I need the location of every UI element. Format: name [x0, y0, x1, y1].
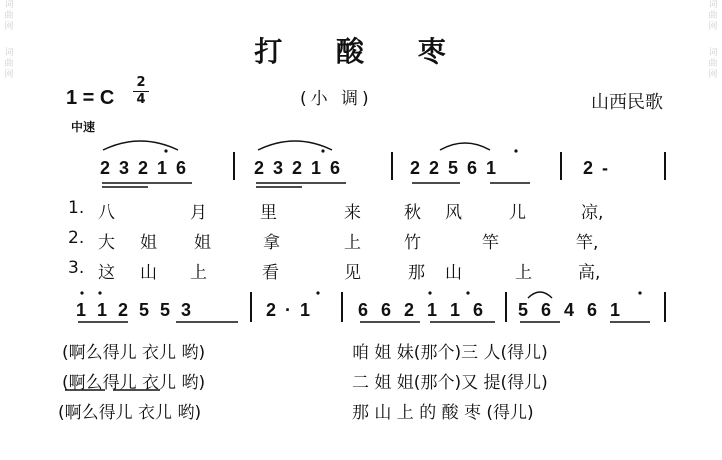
- lyric-word: 姐: [140, 233, 157, 253]
- measure-7-notes: 6 6 2 1 1 6: [358, 300, 488, 320]
- lyric-word: 上: [190, 263, 207, 283]
- lyric-word: 上: [515, 263, 532, 283]
- slur-mark: [258, 141, 332, 150]
- measure-4-notes: 2 -: [583, 158, 611, 178]
- lyric-word: 那: [408, 263, 425, 283]
- lyric-word: 山: [140, 263, 157, 283]
- lyric-word: 凉,: [581, 203, 604, 223]
- lyric-word: 竿: [482, 233, 499, 253]
- lyric-word: 拿: [263, 233, 280, 253]
- lyric-word: 姐: [194, 233, 211, 253]
- lyric-word: 见: [344, 263, 361, 283]
- watermark-right-strip: 词曲网 词曲网: [708, 0, 718, 80]
- lyric-word: 八: [98, 203, 115, 223]
- verse-lyric-line-3: 那 山 上 的 酸 枣 (得儿): [352, 403, 534, 423]
- key-signature: 1 = C: [66, 87, 115, 109]
- refrain-lyric-2: (啊么得儿 衣儿 哟): [62, 373, 206, 393]
- lyric-word: 山: [445, 263, 462, 283]
- refrain-lyric-1: (啊么得儿 衣儿 哟): [62, 343, 206, 363]
- lyric-word: 高,: [578, 263, 601, 283]
- lyric-word: 大: [98, 233, 115, 253]
- lyric-word: 这: [98, 263, 115, 283]
- time-signature-top: 2: [136, 75, 146, 90]
- tempo-marking: 中速: [71, 120, 96, 134]
- song-title: 打 酸 枣: [254, 35, 468, 68]
- mode-label: (小 调): [300, 89, 373, 109]
- lyric-word: 竹: [404, 233, 421, 253]
- lyric-word: 里: [260, 203, 277, 223]
- lyric-word: 儿: [509, 203, 526, 223]
- measure-5-notes: 1 1 2 5 5 3: [76, 300, 195, 320]
- song-origin: 山西民歌: [591, 92, 663, 113]
- lyric-word: 来: [344, 203, 361, 223]
- slur-mark: [440, 143, 490, 150]
- verse-number: 1.: [68, 198, 85, 218]
- measure-2-notes: 2 3 2 1 6: [254, 158, 343, 178]
- verse-number: 3.: [68, 258, 85, 278]
- lyric-word: 月: [190, 203, 207, 223]
- slur-mark: [103, 141, 178, 150]
- watermark-left-strip: 词曲网 词曲网: [4, 0, 14, 80]
- measure-3-notes: 2 2 5 6 1: [410, 158, 499, 178]
- lyric-word: 上: [344, 233, 361, 253]
- verse-number: 2.: [68, 228, 85, 248]
- slur-mark: [528, 292, 552, 298]
- measure-1-notes: 2 3 2 1 6: [100, 158, 189, 178]
- verse-lyric-line-1: 咱 姐 妹(那个)三 人(得儿): [352, 343, 548, 363]
- lyric-word: 秋: [404, 203, 421, 223]
- lyric-word: 看: [262, 263, 279, 283]
- verse-lyric-line-2: 二 姐 姐(那个)又 提(得儿): [352, 373, 548, 393]
- time-signature-bottom: 4: [136, 92, 146, 107]
- lyric-word: 竿,: [576, 233, 599, 253]
- refrain-lyric-3: (啊么得儿 衣儿 哟): [58, 403, 202, 423]
- measure-8-notes: 5 6 4 6 1: [518, 300, 625, 320]
- lyric-word: 风: [445, 203, 462, 223]
- measure-6-notes: 2 · 1: [266, 300, 313, 320]
